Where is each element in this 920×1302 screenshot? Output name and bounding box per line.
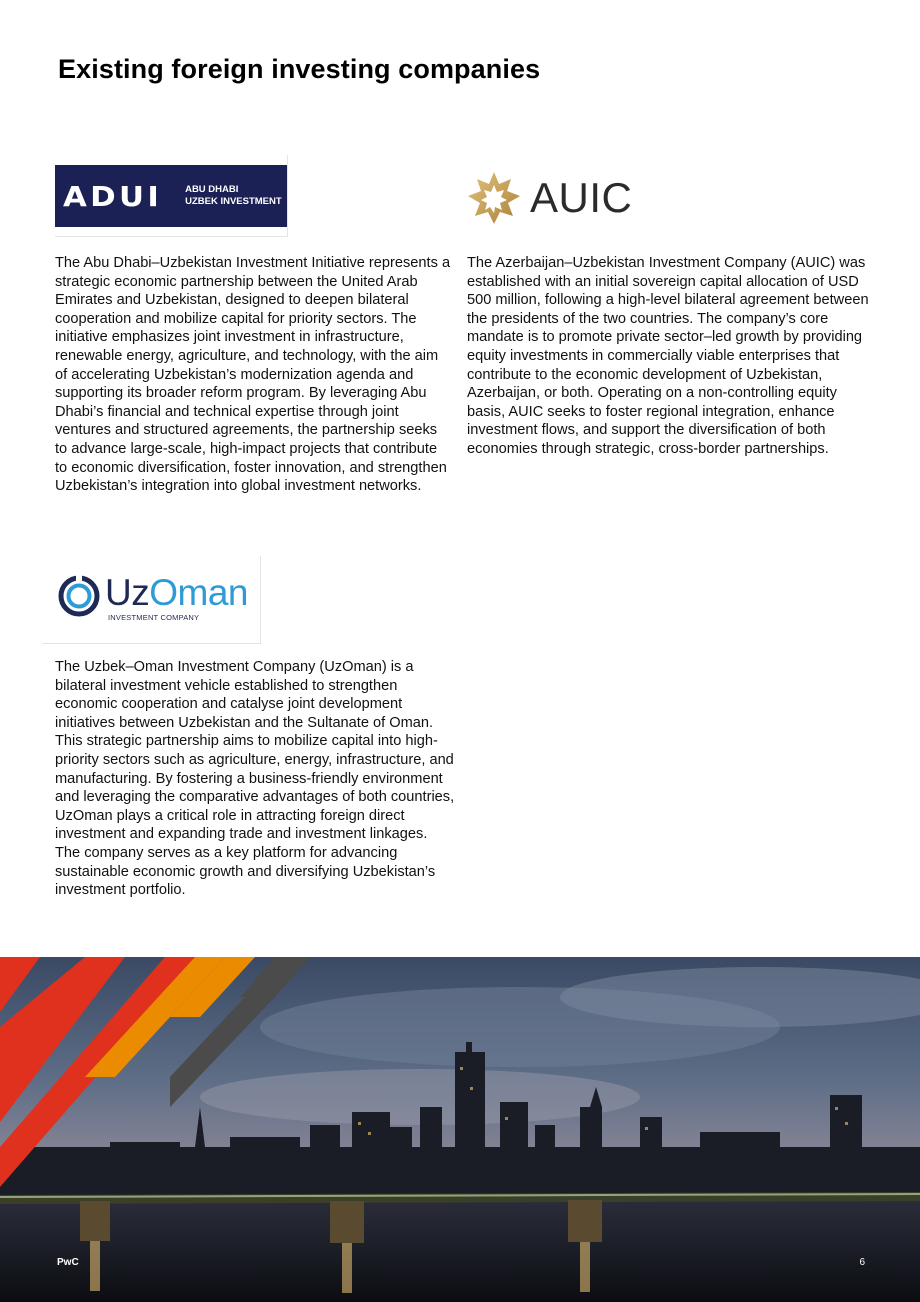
uzoman-logo-mark bbox=[105, 574, 248, 612]
adui-description: The Abu Dhabi–Uzbekistan Investment Initiative represents a strategic economic partnership between the United Arab Emirates and Uzbekistan, designed to deepen bilateral cooperation and mobilize capital for priority sectors. The initiative emphasizes joint investment in infrastructure, renewable energy, agriculture, and technology, with the aim of accelerating Uzbekistan’s modernization agenda and supporting its broader reform program. By leveraging Abu Dhabi’s financial and technical expertise through joint ventures and structured agreements, the partnership seeks to advance large-scale, high-impact projects that contribute to economic diversification, foster innovation, and strengthen Uzbekistan’s integration into global investment networks. bbox=[55, 255, 451, 495]
adui-logo-banner bbox=[55, 165, 287, 227]
adui-logo-line2: UZBEK INVESTMENT bbox=[185, 196, 282, 207]
uzoman-ring-icon bbox=[57, 574, 101, 618]
adui-logo bbox=[55, 155, 288, 237]
adui-logo-line1: ABU DHABI bbox=[185, 184, 239, 195]
uzoman-logo bbox=[42, 556, 261, 644]
page-number: 6 bbox=[859, 1257, 865, 1268]
uzoman-description: The Uzbek–Oman Investment Company (UzOman) is a bilateral investment vehicle established to strengthen economic cooperation and catalyse joint development initiatives between Uzbekistan and the Sultanate of Oman. This strategic partnership aims to mobilize capital into high-priority sectors such as agriculture, energy, infrastructure, and manufacturing. By fostering a business-friendly environment and leveraging the comparative advantages of both countries, UzOman plays a critical role in attracting foreign direct investment and expanding trade and investment linkages. The company serves as a key platform for advancing sustainable economic growth and diversifying Uzbekistan’s investment portfolio. bbox=[55, 659, 455, 899]
auic-star-icon bbox=[466, 170, 522, 226]
adui-logo-subtitle bbox=[185, 184, 282, 208]
adui-logo-mark: ADUI bbox=[63, 179, 163, 213]
uzoman-logo-part2: Oman bbox=[149, 572, 248, 613]
page-title: Existing foreign investing companies bbox=[58, 54, 541, 84]
uzoman-logo-part1: Uz bbox=[105, 572, 150, 613]
auic-logo bbox=[466, 168, 636, 228]
auic-logo-mark: AUIC bbox=[530, 174, 633, 221]
auic-description: The Azerbaijan–Uzbekistan Investment Company (AUIC) was established with an initial sovereign capital allocation of USD 500 million, following a high-level bilateral agreement between the presidents of the two countries. The company’s core mandate is to promote private sector–led growth by providing equity investments in commercially viable enterprises that contribute to the economic development of Uzbekistan, Azerbaijan, or both. Operating on a non-controlling equity basis, AUIC seeks to foster regional integration, enhance investment flows, and support the diversification of both economies through strategic, cross-border partnerships. bbox=[467, 255, 869, 457]
uzoman-logo-subtitle: INVESTMENT COMPANY bbox=[108, 613, 200, 622]
footer-brand: PwC bbox=[57, 1257, 79, 1268]
city-skyline-photo bbox=[0, 957, 920, 1302]
